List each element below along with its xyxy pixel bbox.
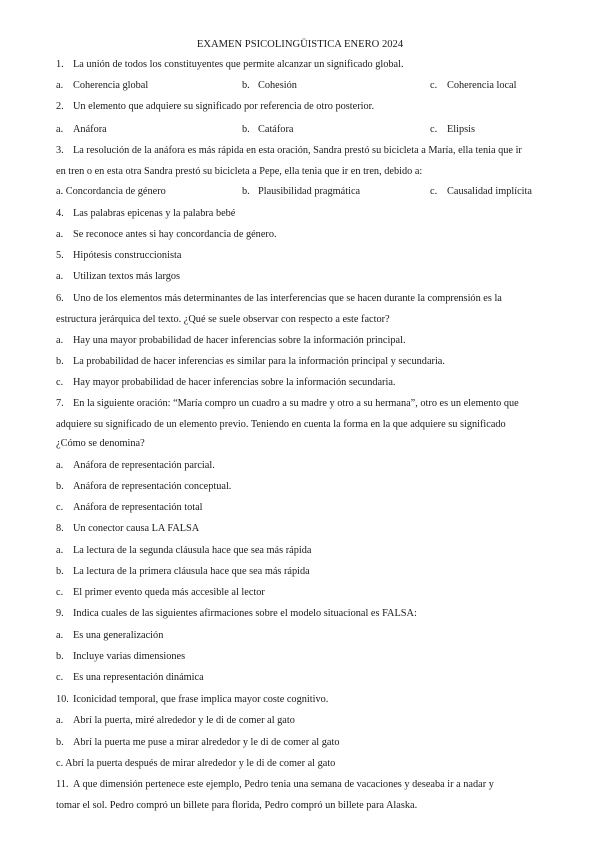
option-letter: c. [430, 80, 438, 91]
question-6 [0, 293, 600, 306]
question-7-option-c [0, 502, 600, 515]
question-2 [0, 101, 600, 114]
question-text: A que dimensión pertenece este ejemplo, Pedro tenia una semana de vacaciones y deseaba ir a nadar y [73, 779, 494, 790]
question-6-option-c [0, 377, 600, 390]
question-number: 8. [56, 523, 64, 534]
question-number: 1. [56, 59, 64, 70]
option-letter: a. [56, 545, 64, 556]
option-letter: c. [56, 587, 64, 598]
question-number: 6. [56, 293, 64, 304]
option-letter: b. [242, 80, 250, 91]
question-4 [0, 208, 600, 221]
question-8-option-c [0, 587, 600, 600]
question-6-cont [0, 314, 600, 327]
option-text: Es una representación dinámica [73, 672, 204, 683]
option-letter: a. [56, 460, 64, 471]
question-1-options [0, 80, 600, 93]
question-3-cont [0, 166, 600, 179]
option-text: Utilizan textos más largos [73, 271, 181, 282]
question-7-option-b [0, 481, 600, 494]
question-number: 4. [56, 208, 64, 219]
option-text: Se reconoce antes si hay concordancia de género. [73, 229, 277, 240]
option-text: Hay una mayor probabilidad de hacer inferencias sobre la información principal. [73, 335, 406, 346]
option-letter: a. [56, 271, 64, 282]
option-text: Hay mayor probabilidad de hacer inferencias sobre la información secundaria. [73, 377, 396, 388]
option-text: Anáfora de representación parcial. [73, 460, 215, 471]
option-a: Anáfora [73, 124, 107, 135]
question-10-option-c [0, 758, 600, 771]
option-text: Es una generalización [73, 630, 164, 641]
option-letter: a. [56, 124, 64, 135]
question-text: En la siguiente oración: “María compro un cuadro a su madre y otro a su hermana”, otro es un elemento que [73, 398, 519, 409]
question-text: Uno de los elementos más determinantes de las interferencias que se hacen durante la comprensión es la [73, 293, 502, 304]
option-letter: b. [242, 124, 250, 135]
option-letter: b. [56, 481, 64, 492]
option-text: c. Abrí la puerta después de mirar alrededor y le di de comer al gato [56, 758, 336, 769]
option-letter: b. [56, 737, 64, 748]
option-b: Cohesión [258, 80, 297, 91]
question-9-option-a [0, 630, 600, 643]
question-4-option-a [0, 229, 600, 242]
question-text: La resolución de la anáfora es más rápida en esta oración, Sandra prestó su bicicleta a María, ella tenia que ir [73, 145, 522, 156]
question-text: Un conector causa LA FALSA [73, 523, 200, 534]
option-text: Anáfora de representación conceptual. [73, 481, 232, 492]
question-2-options [0, 124, 600, 137]
option-text: Incluye varias dimensiones [73, 651, 186, 662]
option-letter: a. [56, 715, 64, 726]
option-c: Coherencia local [447, 80, 517, 91]
question-7-cont-2 [0, 438, 600, 451]
question-6-option-b [0, 356, 600, 369]
question-5-option-a [0, 271, 600, 284]
question-text-continued: estructura jerárquica del texto. ¿Qué se suele observar con respecto a este factor? [56, 314, 390, 325]
question-7-cont [0, 419, 600, 432]
question-10-option-a [0, 715, 600, 728]
question-number: 7. [56, 398, 64, 409]
question-text: Iconicidad temporal, que frase implica mayor coste cognitivo. [73, 694, 329, 705]
question-number: 3. [56, 145, 64, 156]
option-letter: c. [56, 377, 64, 388]
option-c: Elipsis [447, 124, 476, 135]
question-text: La unión de todos los constituyentes que permite alcanzar un significado global. [73, 59, 404, 70]
question-9-option-b [0, 651, 600, 664]
option-letter: b. [56, 566, 64, 577]
question-8 [0, 523, 600, 536]
question-text-continued: ¿Cómo se denomina? [56, 438, 145, 449]
question-8-option-b [0, 566, 600, 579]
option-letter: c. [430, 124, 438, 135]
option-text: El primer evento queda más accesible al lector [73, 587, 265, 598]
question-number: 5. [56, 250, 64, 261]
page-title: EXAMEN PSICOLINGÜISTICA ENERO 2024 [196, 39, 404, 50]
option-letter: a. [56, 80, 64, 91]
question-11-cont [0, 800, 600, 813]
question-9 [0, 608, 600, 621]
question-text: Las palabras epicenas y la palabra bebé [73, 208, 236, 219]
option-letter: a. [56, 630, 64, 641]
question-text: Indica cuales de las siguientes afirmaciones sobre el modelo situacional es FALSA: [73, 608, 417, 619]
option-text: La probabilidad de hacer inferencias es similar para la información principal y secundaria. [73, 356, 445, 367]
question-number: 11. [56, 779, 69, 790]
option-letter: b. [242, 186, 250, 197]
option-letter: c. [56, 672, 64, 683]
option-letter: c. [56, 502, 64, 513]
question-9-option-c [0, 672, 600, 685]
option-c: Causalidad implícita [447, 186, 532, 197]
question-text: Hipótesis construccionista [73, 250, 182, 261]
option-a: a. Concordancia de género [56, 186, 166, 197]
option-letter: c. [430, 186, 438, 197]
option-text: Abrí la puerta, miré alrededor y le di de comer al gato [73, 715, 295, 726]
question-7 [0, 398, 600, 411]
question-text-continued: tomar el sol. Pedro compró un billete para florida, Pedro compró un billete para Alaska. [56, 800, 418, 811]
option-a: Coherencia global [73, 80, 149, 91]
option-letter: b. [56, 651, 64, 662]
question-10 [0, 694, 600, 707]
option-text: La lectura de la primera cláusula hace que sea más rápida [73, 566, 310, 577]
option-letter: b. [56, 356, 64, 367]
question-11 [0, 779, 600, 792]
option-b: Plausibilidad pragmática [258, 186, 361, 197]
option-b: Catáfora [258, 124, 294, 135]
option-text: Abrí la puerta me puse a mirar alrededor y le di de comer al gato [73, 737, 340, 748]
question-6-option-a [0, 335, 600, 348]
question-7-option-a [0, 460, 600, 473]
question-1 [0, 59, 600, 72]
question-number: 9. [56, 608, 64, 619]
option-letter: a. [56, 229, 64, 240]
option-text: Anáfora de representación total [73, 502, 203, 513]
question-5 [0, 250, 600, 263]
question-text-continued: adquiere su significado de un elemento previo. Teniendo en cuenta la forma en la que adquiere su significado [56, 419, 506, 430]
question-number: 10. [56, 694, 69, 705]
question-10-option-b [0, 737, 600, 750]
question-3-options [0, 186, 600, 199]
question-text: Un elemento que adquiere su significado por referencia de otro posterior. [73, 101, 375, 112]
question-8-option-a [0, 545, 600, 558]
question-text-continued: en tren o en esta otra Sandra prestó su bicicleta a Pepe, ella tenia que ir en tren, debido a: [56, 166, 423, 177]
option-text: La lectura de la segunda cláusula hace que sea más rápida [73, 545, 312, 556]
question-3 [0, 145, 600, 158]
option-letter: a. [56, 335, 64, 346]
question-number: 2. [56, 101, 64, 112]
